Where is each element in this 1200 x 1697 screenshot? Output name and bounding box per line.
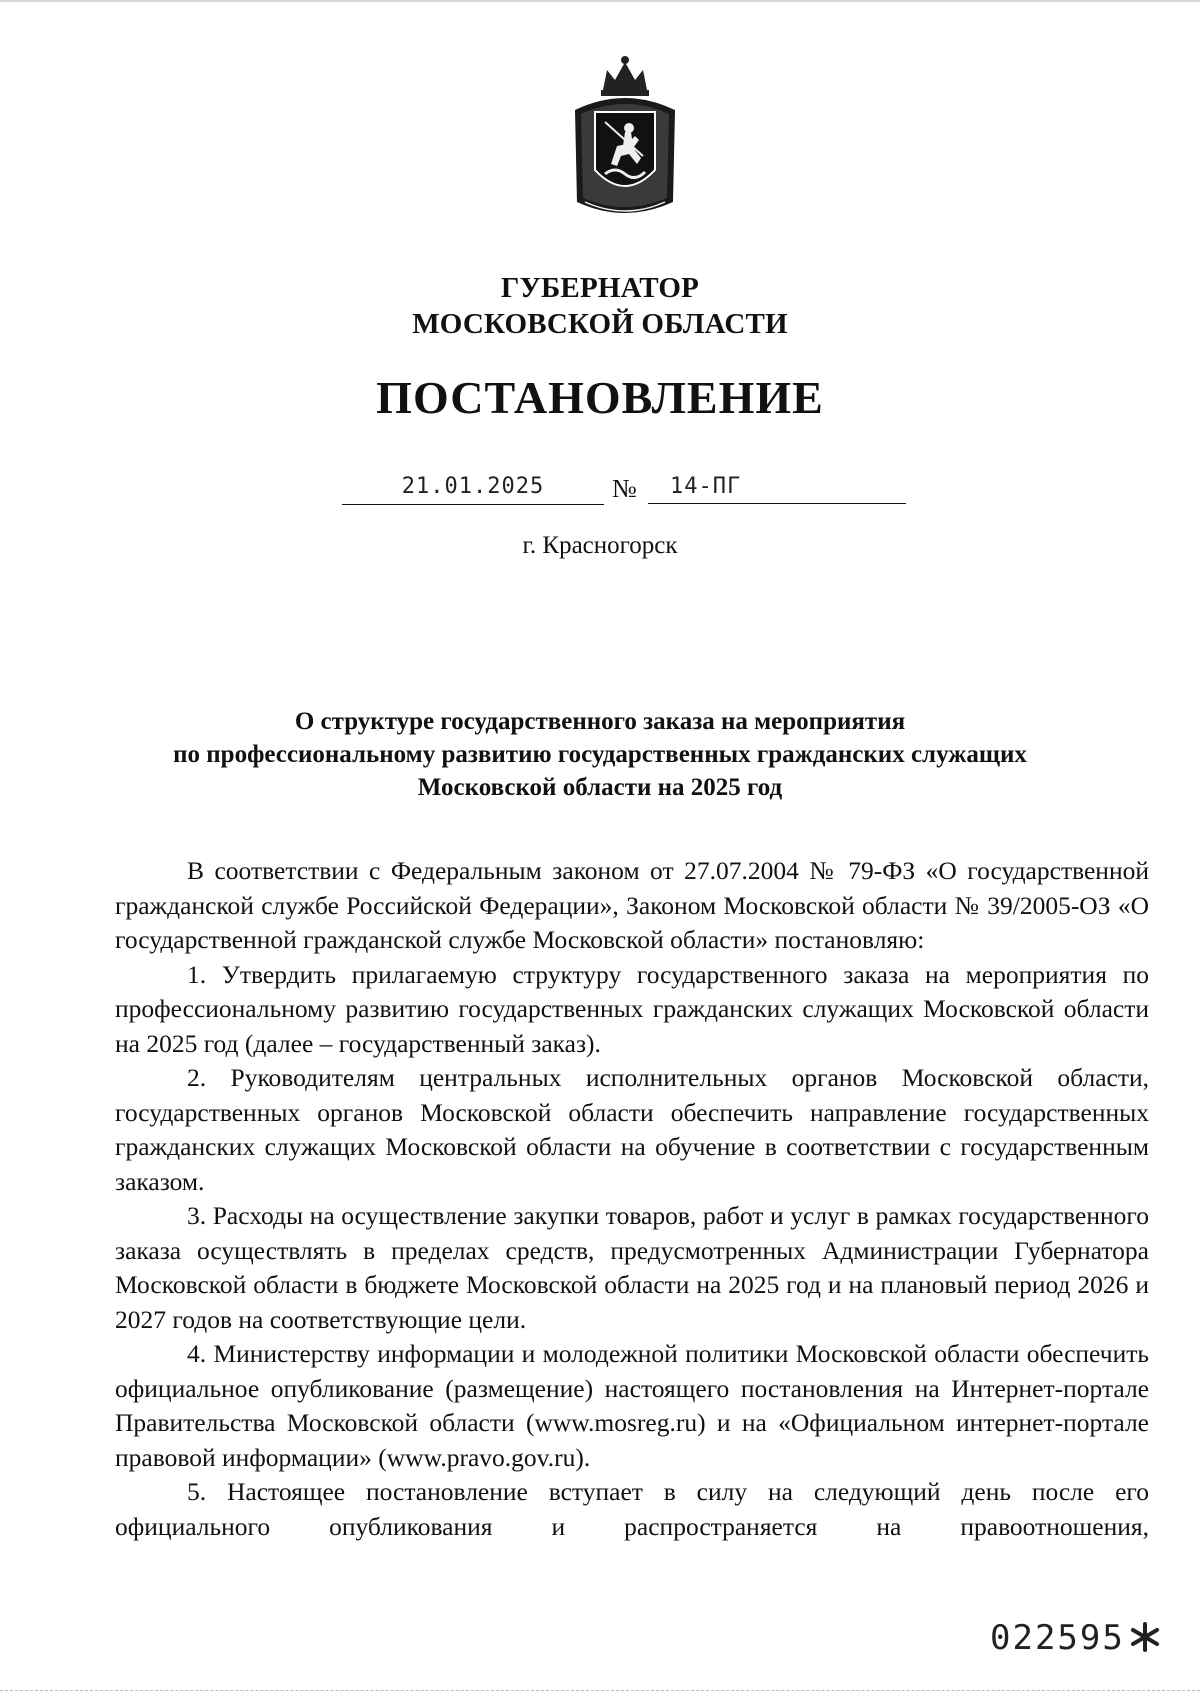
org-name-line1: ГУБЕРНАТОР: [500, 272, 700, 304]
asterisk-icon: [1130, 1622, 1160, 1652]
org-name-line2: МОСКОВСКОЙ ОБЛАСТИ: [412, 308, 788, 340]
clause-3: 3. Расходы на осуществление закупки товаров, работ и услуг в рамках государственного заказа осуществлять в пределах средств, предусмотренных Администрации Губернатора Московской области в бюджете Московской области на 2025 год и на плановый период 2026 и 2027 годов на соответствующие цели.: [115, 1201, 1149, 1334]
document-number: 14-ПГ: [648, 472, 906, 504]
number-label: №: [612, 474, 637, 503]
issue-city: г. Красногорск: [522, 532, 678, 559]
clause-2: 2. Руководителям центральных исполнительных органов Московской области, государственных органов Московской области обеспечить направление государственных гражданских служащих Московской области на обучение в соответствии с государственным заказом.: [115, 1063, 1149, 1196]
subject-line: О структуре государственного заказа на мероприятия: [294, 708, 906, 735]
clause-5: 5. Настоящее постановление вступает в силу на следующий день после его официального опубликования и распространяется на правоотношения,: [115, 1477, 1149, 1541]
serial-number: 022595: [990, 1618, 1125, 1658]
document-meta-row: [0, 472, 1200, 512]
scan-edge-bottom: [0, 1690, 1200, 1692]
clause-1: 1. Утвердить прилагаемую структуру государственного заказа на мероприятия по профессиональному развитию государственных гражданских служащих Московской области на 2025 год (далее – государственный заказ).: [115, 959, 1149, 1058]
subject-line: по профессиональному развитию государственных гражданских служащих: [173, 741, 1027, 768]
subject-line: Московской области на 2025 год: [417, 774, 783, 801]
document-type-title: ПОСТАНОВЛЕНИЕ: [376, 372, 824, 423]
preamble-paragraph: В соответствии с Федеральным законом от 27.07.2004 № 79-ФЗ «О государственной гражданской службе Российской Федерации», Законом Московской области № 39/2005-ОЗ «О государственной гражданской службе Московской области» постановляю:: [115, 856, 1149, 954]
document-date: 21.01.2025: [342, 472, 604, 505]
document-body: [115, 854, 1149, 1544]
coat-of-arms-icon: [565, 52, 685, 222]
clause-4: 4. Министерству информации и молодежной политики Московской области обеспечить официальное опубликование (размещение) настоящего постановления на Интернет-портале Правительства Московской области (www.mosreg.ru) и на «Официальном интернет-портале правовой информации» (www.pravo.gov.ru).: [115, 1339, 1149, 1472]
scan-edge-top: [0, 0, 1200, 2]
document-subject: [120, 705, 1080, 804]
